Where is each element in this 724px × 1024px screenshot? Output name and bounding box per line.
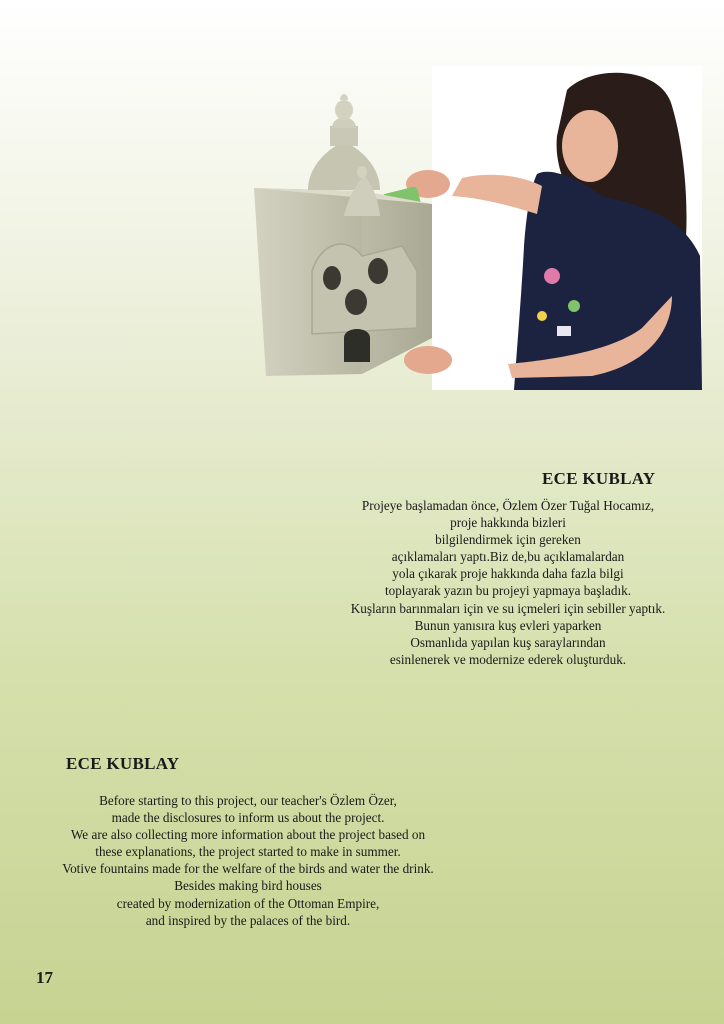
- house-hole: [323, 266, 341, 290]
- paragraph-line: We are also collecting more information about the project based on: [70, 827, 426, 843]
- student-with-clay-bird-house-photo: [252, 66, 702, 390]
- page-number: 17: [36, 968, 53, 987]
- paragraph-line: made the disclosures to inform us about the project.: [111, 810, 385, 826]
- paragraph-line: Votive fountains made for the welfare of the birds and water the drink.: [62, 861, 434, 877]
- paragraph-line: Before starting to this project, our teacher's Özlem Özer,: [99, 793, 397, 808]
- house-hole: [345, 289, 367, 315]
- paragraph-line: created by modernization of the Ottoman Empire,: [116, 895, 380, 911]
- house-door: [344, 329, 370, 362]
- lower-hand: [404, 346, 452, 374]
- paragraph-line: esinlenerek ve modernize ederek oluşturduk.: [389, 651, 627, 667]
- paragraph-line: Bunun yanısıra kuş evleri yaparken: [414, 617, 602, 633]
- paragraph-line: and inspired by the palaces of the bird.: [145, 912, 351, 928]
- paragraph-line: Kuşların barınmaları için ve su içmeleri için sebiller yaptık.: [350, 600, 666, 616]
- paragraph-line: Osmanlıda yapılan kuş saraylarından: [410, 634, 606, 650]
- turkish-paragraph: [318, 497, 698, 668]
- face: [562, 110, 618, 182]
- house-hole: [368, 258, 388, 284]
- paragraph-line: Projeye başlamadan önce, Özlem Özer Tuğal Hocamız,: [361, 498, 655, 513]
- paragraph-line: toplayarak yazın bu projeyi yapmaya başladık.: [384, 583, 632, 599]
- paragraph-line: açıklamaları yaptı.Biz de,bu açıklamalardan: [391, 549, 625, 565]
- paragraph-line: bilgilendirmek için gereken: [435, 532, 581, 548]
- paragraph-line: yola çıkarak proje hakkında daha fazla bilgi: [392, 566, 624, 582]
- turkish-author-heading: ECE KUBLAY: [542, 469, 656, 488]
- paragraph-line: these explanations, the project started to make in summer.: [95, 844, 401, 860]
- english-author-heading: ECE KUBLAY: [66, 754, 180, 773]
- english-paragraph: [28, 792, 468, 929]
- paragraph-line: Besides making bird houses: [174, 878, 322, 894]
- paragraph-line: proje hakkında bizleri: [450, 515, 566, 531]
